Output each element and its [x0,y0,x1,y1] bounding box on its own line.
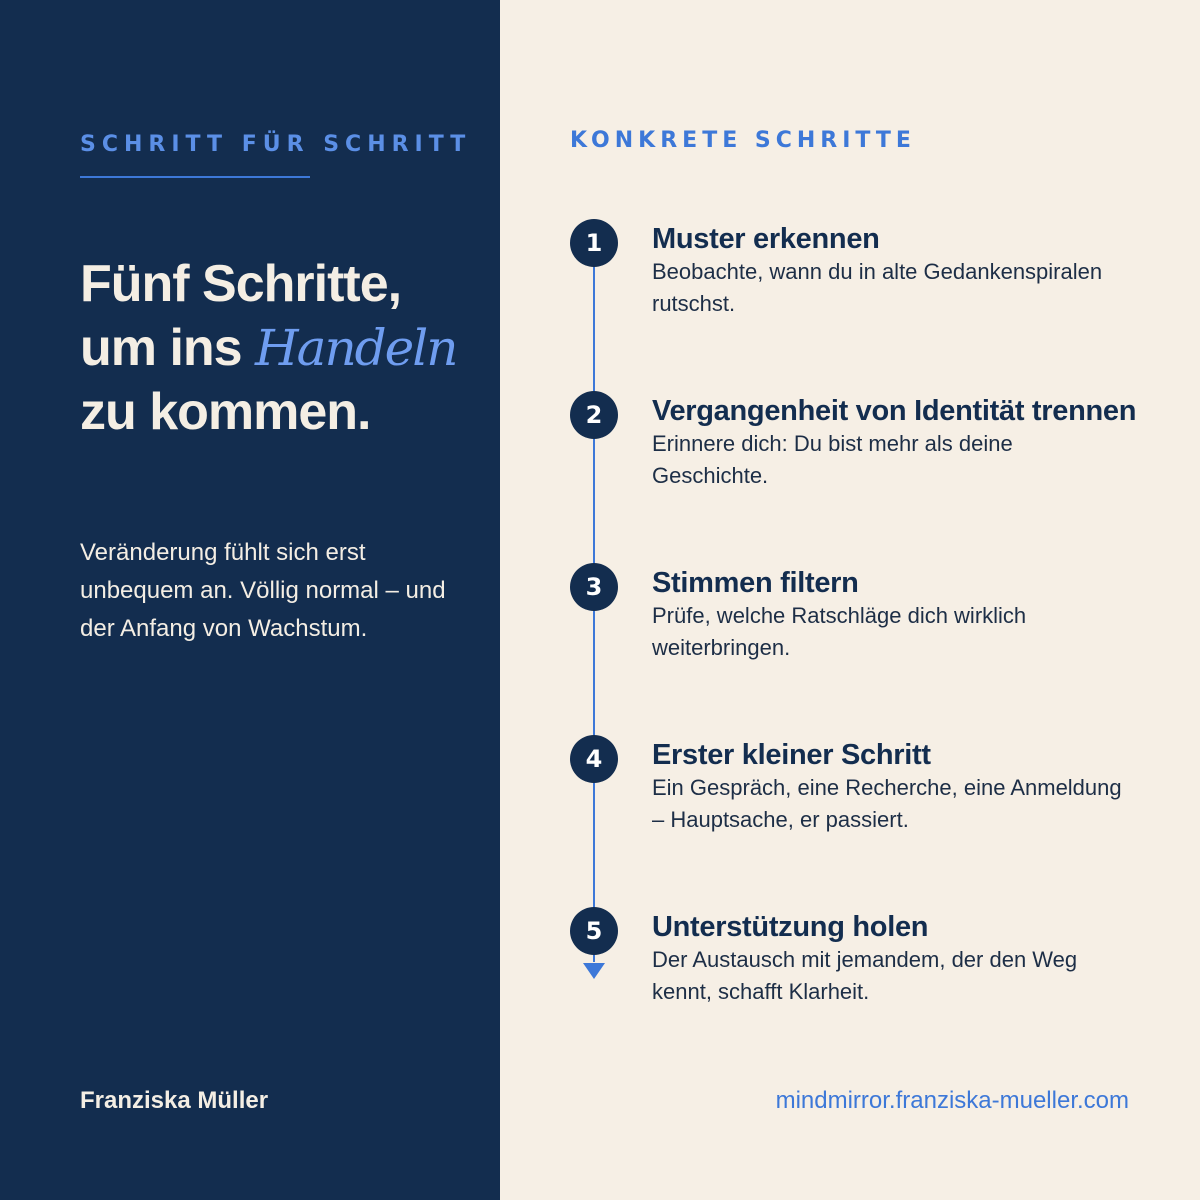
step-description: Ein Gespräch, eine Recherche, eine Anmeldung – Hauptsache, er passiert. [652,775,1122,832]
headline [80,252,500,444]
step-number-badge: 2 [570,391,618,439]
steps-eyebrow: KONKRETE SCHRITTE [570,128,916,153]
step-item [652,222,1182,320]
step-description: Erinnere dich: Du bist mehr als deine Geschichte. [652,431,1013,488]
author-name: Franziska Müller [80,1087,269,1114]
step-description: Der Austausch mit jemandem, der den Weg kennt, schafft Klarheit. [652,947,1078,1004]
step-item [652,910,1182,1008]
step-item [652,738,1182,836]
step-title: Vergangenheit von Identität trennen [652,395,1137,427]
eyebrow-divider [80,176,310,178]
step-number-badge: 4 [570,735,618,783]
step-number-badge: 5 [570,907,618,955]
step-title: Muster erkennen [652,223,880,255]
step-title: Stimmen filtern [652,567,859,599]
section-eyebrow: SCHRITT FÜR SCHRITT [80,132,472,157]
step-number-badge: 1 [570,219,618,267]
headline-line-2 [80,316,500,380]
step-item [652,394,1182,492]
step-title: Erster kleiner Schritt [652,739,931,771]
headline-line-3: zu kommen. [80,383,371,441]
website-link[interactable]: mindmirror.franziska-mueller.com [775,1087,1129,1114]
step-item [652,566,1182,664]
left-panel [0,0,500,1200]
headline-line-2-plain: um ins [80,319,256,377]
headline-line-1: Fünf Schritte, [80,255,402,313]
step-description: Prüfe, welche Ratschläge dich wirklich weiterbringen. [652,603,1027,660]
step-title: Unterstützung holen [652,911,929,943]
step-description: Beobachte, wann du in alte Gedankenspiralen rutschst. [652,259,1103,316]
intro-text: Veränderung fühlt sich erst unbequem an. Völlig normal – und der Anfang von Wachstum. [80,539,446,642]
headline-accent-word: Handeln [255,319,457,377]
timeline-arrow-icon [583,963,605,979]
step-number-badge: 3 [570,563,618,611]
